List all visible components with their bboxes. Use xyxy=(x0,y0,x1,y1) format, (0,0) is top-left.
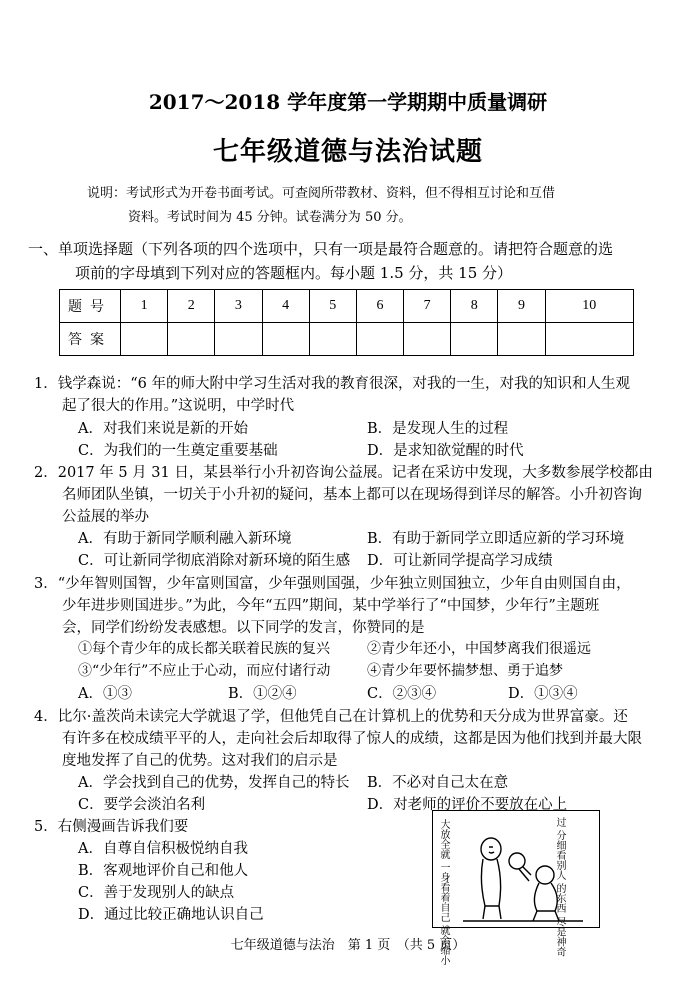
answer-cell[interactable] xyxy=(404,323,451,356)
answer-table-number: 1 xyxy=(121,290,168,323)
q4-stem-line-2: 有许多在校成绩平平的人，走向社会后却取得了惊人的成绩，这都是因为他们找到并最大限 xyxy=(62,731,642,747)
answer-cell[interactable] xyxy=(121,323,168,356)
answer-cell[interactable] xyxy=(498,323,545,356)
q2-stem-line-2: 名师团队坐镇，一切关于小升初的疑问，基本上都可以在现场得到详尽的解答。小升初咨询 xyxy=(62,487,642,503)
answer-cell[interactable] xyxy=(309,323,356,356)
exam-title: 2017～2018 学年度第一学期期中质量调研 xyxy=(148,90,548,114)
q2-option-d: D．可让新同学提高学习成绩 xyxy=(367,553,553,569)
q3-option-c: C．②③④ xyxy=(367,686,437,702)
answer-cell[interactable] xyxy=(356,323,403,356)
q3-stem-line-1: 3．“少年智则国智，少年富则国富，少年强则国强，少年独立则国独立，少年自由则国自由， xyxy=(34,576,631,592)
q1-option-b: B．是发现人生的过程 xyxy=(367,421,509,437)
q2-option-a: A．有助于新同学顺利融入新环境 xyxy=(78,531,292,547)
q2-option-c: C．可让新同学彻底消除对新环境的陌生感 xyxy=(78,553,351,569)
answer-table-header-answer: 答案 xyxy=(60,323,121,356)
answer-table-number: 9 xyxy=(498,290,545,323)
q4-option-c: C．要学会淡泊名利 xyxy=(78,797,206,813)
answer-table-number: 2 xyxy=(168,290,215,323)
q5-option-d: D．通过比较正确地认识自己 xyxy=(78,907,264,923)
q3-statement-2: ②青少年还小，中国梦离我们很遥远 xyxy=(367,641,591,657)
answer-table-answer-row xyxy=(60,323,634,356)
q4-stem-line-3: 度地发挥了自己的优势。这对我们的启示是 xyxy=(62,753,338,769)
q4-option-d: D．对老师的评价不要放在心上 xyxy=(367,797,568,813)
q3-statement-1: ①每个青少年的成长都关联着民族的复兴 xyxy=(78,641,330,657)
answer-table xyxy=(59,289,634,356)
page-footer: 七年级道德与法治 第 1 页 （共 5 页） xyxy=(230,938,466,953)
q3-statement-4: ④青少年要怀揣梦想、勇于追梦 xyxy=(367,663,563,679)
answer-table-number: 10 xyxy=(545,290,633,323)
q3-option-d: D．①③④ xyxy=(508,686,578,702)
q4-stem-line-1: 4．比尔·盖茨尚未读完大学就退了学，但他凭自己在计算机上的优势和天分成为世界富豪。还 xyxy=(34,709,628,725)
cartoon-drawing xyxy=(433,811,599,966)
q5-option-a: A．自尊自信积极悦纳自我 xyxy=(78,841,248,857)
cartoon-caption-left: 大放全就 一身看着自己 就会缩小 xyxy=(438,819,449,966)
exam-subtitle: 七年级道德与法治试题 xyxy=(212,137,483,167)
section-heading-line-1: 一、单项选择题（下列各项的四个选项中，只有一项是最符合题意的。请把符合题意的选 xyxy=(28,240,614,258)
answer-cell[interactable] xyxy=(215,323,262,356)
answer-table-number: 6 xyxy=(356,290,403,323)
q3-option-a: A．①③ xyxy=(78,686,132,702)
answer-table-number: 4 xyxy=(262,290,309,323)
cartoon-caption-right: 过 分细看别人 的东西 尽是神奇 xyxy=(554,817,565,957)
answer-table-header-number: 题号 xyxy=(60,290,121,323)
q2-stem-line-3: 公益展的举办 xyxy=(62,509,149,525)
answer-table-number-row xyxy=(60,290,634,323)
q2-stem-line-1: 2．2017 年 5 月 31 日，某县举行小升初咨询公益展。记者在采访中发现，大多数参展学校都由 xyxy=(34,465,653,481)
q3-option-b: B．①②④ xyxy=(228,686,297,702)
answer-table-number: 7 xyxy=(404,290,451,323)
q2-option-b: B．有助于新同学立即适应新的学习环境 xyxy=(367,531,625,547)
q4-option-a: A．学会找到自己的优势，发挥自己的特长 xyxy=(78,775,350,791)
q1-option-a: A．对我们来说是新的开始 xyxy=(78,421,248,437)
answer-table-number: 3 xyxy=(215,290,262,323)
answer-table-number: 8 xyxy=(451,290,498,323)
q3-statement-3: ③“少年行”不应止于心动，而应付诸行动 xyxy=(78,663,331,679)
q1-option-c: C．为我们的一生奠定重要基础 xyxy=(78,443,278,459)
q3-stem-line-2: 少年进步则国进步。”为此，今年“五四”期间，某中学举行了“中国梦，少年行”主题班 xyxy=(62,598,600,614)
q5-option-c: C．善于发现别人的缺点 xyxy=(78,885,235,901)
answer-cell[interactable] xyxy=(262,323,309,356)
q4-option-b: B．不必对自己太在意 xyxy=(367,775,509,791)
instructions-line-2: 资料。考试时间为 45 分钟。试卷满分为 50 分。 xyxy=(128,210,412,225)
cartoon-image xyxy=(432,810,600,966)
instructions-line-1: 说明：考试形式为开卷书面考试。可查阅所带教材、资料，但不得相互讨论和互借 xyxy=(87,186,556,201)
answer-table-number: 5 xyxy=(309,290,356,323)
answer-cell[interactable] xyxy=(168,323,215,356)
q1-option-d: D．是求知欲觉醒的时代 xyxy=(367,443,524,459)
answer-cell[interactable] xyxy=(451,323,498,356)
section-heading-line-2: 项前的字母填到下列对应的答题框内。每小题 1.5 分，共 15 分） xyxy=(75,264,513,282)
answer-cell[interactable] xyxy=(545,323,633,356)
q5-stem: 5．右侧漫画告诉我们要 xyxy=(34,819,189,835)
q5-option-b: B．客观地评价自己和他人 xyxy=(78,863,249,879)
q3-stem-line-3: 会，同学们纷纷发表感想。以下同学的发言，你赞同的是 xyxy=(62,620,425,636)
q1-stem-line-1: 1．钱学森说：“6 年的师大附中学习生活对我的教育很深，对我的一生，对我的知识和人生观 xyxy=(34,376,630,392)
q1-stem-line-2: 起了很大的作用。”这说明，中学时代 xyxy=(62,398,295,414)
